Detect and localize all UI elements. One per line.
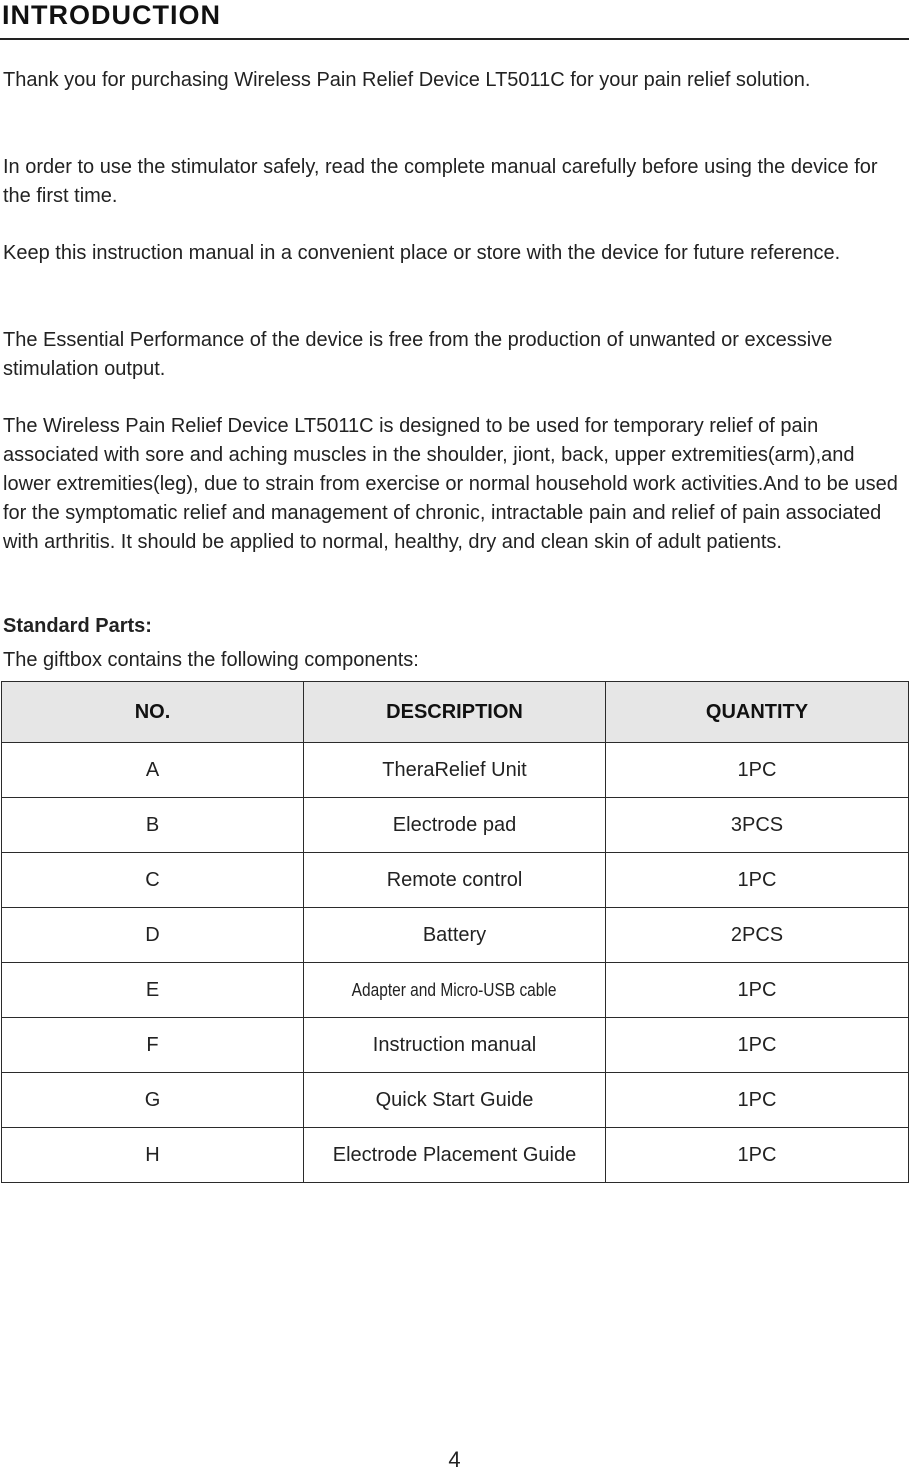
table-row bbox=[2, 1128, 909, 1183]
table-row bbox=[2, 798, 909, 853]
cell-quantity: 1PC bbox=[606, 743, 909, 798]
table-row bbox=[2, 1018, 909, 1073]
cell-quantity: 1PC bbox=[606, 1128, 909, 1183]
cell-quantity: 1PC bbox=[606, 1018, 909, 1073]
cell-description: Electrode Placement Guide bbox=[304, 1128, 606, 1183]
cell-no: C bbox=[2, 853, 304, 908]
table-row bbox=[2, 743, 909, 798]
cell-description bbox=[304, 963, 606, 1018]
intro-paragraph-keep-manual: Keep this instruction manual in a convenient place or store with the device for future reference. bbox=[3, 242, 841, 264]
cell-no: F bbox=[2, 1018, 304, 1073]
table-header-row bbox=[2, 682, 909, 743]
cell-description: Electrode pad bbox=[304, 798, 606, 853]
title-divider bbox=[0, 38, 909, 40]
column-header-no: NO. bbox=[2, 682, 304, 743]
intro-paragraph-intended-use: The Wireless Pain Relief Device LT5011C is designed to be used for temporary relief of pain associated with sore and aching muscles in the shoulder, jiont, back, upper extremities(arm),and lower extremities(leg), due to strain from exercise or normal household work activities.And to be used for the symptomatic relief and management of chronic, intractable pain and relief of pain associated with arthritis. It should be applied to normal, healthy, dry and clean skin of adult patients. bbox=[3, 415, 898, 553]
intro-paragraph-essential-performance: The Essential Performance of the device is free from the production of unwanted or excessive stimulation output. bbox=[3, 329, 833, 380]
cell-description: TheraRelief Unit bbox=[304, 743, 606, 798]
cell-description: Instruction manual bbox=[304, 1018, 606, 1073]
column-header-quantity: QUANTITY bbox=[606, 682, 909, 743]
table-row bbox=[2, 908, 909, 963]
page-title: INTRODUCTION bbox=[2, 0, 221, 30]
cell-description: Battery bbox=[304, 908, 606, 963]
cell-description-text: Adapter and Micro-USB cable bbox=[352, 979, 557, 1000]
cell-no: G bbox=[2, 1073, 304, 1128]
cell-description: Remote control bbox=[304, 853, 606, 908]
cell-quantity: 1PC bbox=[606, 1073, 909, 1128]
cell-description: Quick Start Guide bbox=[304, 1073, 606, 1128]
page-number: 4 bbox=[448, 1447, 461, 1472]
cell-quantity: 1PC bbox=[606, 853, 909, 908]
cell-quantity: 2PCS bbox=[606, 908, 909, 963]
standard-parts-table bbox=[1, 681, 909, 1183]
standard-parts-intro: The giftbox contains the following components: bbox=[3, 649, 419, 671]
cell-no: B bbox=[2, 798, 304, 853]
cell-no: E bbox=[2, 963, 304, 1018]
standard-parts-heading: Standard Parts: bbox=[3, 615, 152, 637]
cell-no: A bbox=[2, 743, 304, 798]
table-row bbox=[2, 853, 909, 908]
intro-paragraph-thanks: Thank you for purchasing Wireless Pain Relief Device LT5011C for your pain relief solution. bbox=[3, 69, 811, 91]
table-row bbox=[2, 1073, 909, 1128]
intro-paragraph-safety: In order to use the stimulator safely, read the complete manual carefully before using the device for the first time. bbox=[3, 156, 878, 207]
cell-no: D bbox=[2, 908, 304, 963]
cell-no: H bbox=[2, 1128, 304, 1183]
column-header-description: DESCRIPTION bbox=[304, 682, 606, 743]
table-row bbox=[2, 963, 909, 1018]
cell-quantity: 3PCS bbox=[606, 798, 909, 853]
cell-quantity: 1PC bbox=[606, 963, 909, 1018]
